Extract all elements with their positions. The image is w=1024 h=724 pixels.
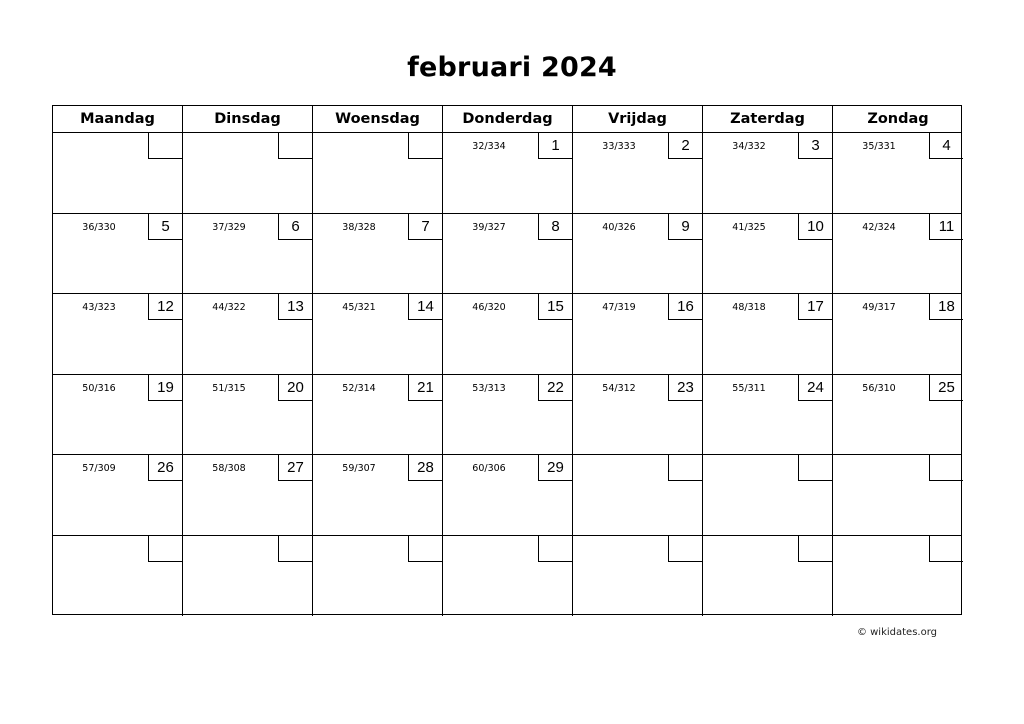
day-cell[interactable] [443,455,573,535]
day-cell[interactable] [443,133,573,213]
day-number-box [929,455,963,481]
weekday-header: Zondag [867,111,929,127]
day-number-box [538,536,572,562]
day-cell[interactable] [443,375,573,455]
day-number-box: 8 [538,214,572,240]
day-number-box: 17 [798,294,832,320]
week-row [53,214,961,295]
day-of-year-label: 55/311 [732,382,766,394]
day-cell[interactable] [833,133,963,213]
day-of-year-label: 57/309 [82,463,116,474]
day-cell[interactable] [573,214,703,294]
weekday-header: Donderdag [443,106,573,132]
day-cell[interactable] [313,294,443,374]
calendar-grid [52,105,962,615]
week-row [53,375,961,456]
day-number-box: 5 [148,214,182,240]
day-of-year-label: 48/318 [732,302,766,313]
day-number-box [278,536,312,562]
day-of-year-label: 52/314 [342,382,376,394]
day-cell[interactable] [703,294,833,374]
weekday-header: Zaterdag [703,106,833,132]
day-of-year-label: 56/310 [862,382,896,394]
day-number-box [408,133,442,159]
day-cell[interactable] [703,214,833,294]
day-cell[interactable] [443,294,573,374]
day-number-box: 26 [148,455,182,481]
day-cell[interactable] [573,455,703,535]
day-number-box: 19 [148,375,182,401]
day-number-box [668,536,702,562]
weekday-header: Woensdag [313,106,443,132]
week-row [53,536,961,617]
day-cell[interactable] [183,455,313,535]
day-number-box: 21 [408,375,442,401]
day-number-box: 28 [408,455,442,481]
day-of-year-label: 39/327 [472,221,506,233]
week-row [53,294,961,375]
day-number-box: 29 [538,455,572,481]
day-number-box: 27 [278,455,312,481]
day-number-box [798,536,832,562]
day-cell[interactable] [703,455,833,535]
week-row [53,133,961,214]
day-of-year-label: 40/326 [602,221,636,233]
day-cell[interactable] [833,536,963,617]
day-number-box: 10 [798,214,832,240]
day-cell[interactable] [833,294,963,374]
day-number-box [798,455,832,481]
day-number-box: 12 [148,294,182,320]
page-title: februari 2024 [407,52,617,83]
day-cell[interactable] [573,375,703,455]
day-of-year-label: 50/316 [82,382,116,394]
day-of-year-label: 49/317 [862,302,896,313]
day-of-year-label: 59/307 [342,463,376,474]
day-cell[interactable] [183,294,313,374]
day-cell[interactable] [443,214,573,294]
day-number-box: 18 [929,294,963,320]
day-of-year-label: 43/323 [82,302,116,313]
day-cell[interactable] [313,133,443,213]
day-of-year-label: 33/333 [602,141,636,152]
day-number-box: 11 [929,214,963,240]
day-number-box [148,133,182,159]
day-number-box: 2 [668,133,702,159]
day-of-year-label: 32/334 [472,141,506,152]
day-cell[interactable] [703,133,833,213]
day-cell[interactable] [573,536,703,617]
day-number-box [148,536,182,562]
week-row [53,455,961,536]
day-cell[interactable] [703,375,833,455]
copyright-credit: © wikidates.org [856,627,937,638]
day-number-box [929,536,963,562]
day-of-year-label: 42/324 [862,221,896,233]
day-number-box: 7 [408,214,442,240]
day-cell[interactable] [313,375,443,455]
day-number-box: 1 [538,133,572,159]
weekday-header: Vrijdag [573,106,703,132]
day-number-box: 6 [278,214,312,240]
weekday-header-row [53,106,961,133]
weekday-header: Maandag [53,106,183,132]
day-of-year-label: 45/321 [342,302,376,313]
day-cell[interactable] [833,455,963,535]
day-cell[interactable] [53,536,183,617]
day-of-year-label: 54/312 [602,382,636,394]
day-of-year-label: 46/320 [472,302,506,313]
day-number-box: 25 [929,375,963,401]
day-cell[interactable] [443,536,573,617]
day-cell[interactable] [53,214,183,294]
day-of-year-label: 44/322 [212,302,246,313]
weekday-header: Dinsdag [183,106,313,132]
day-number-box [278,133,312,159]
day-cell[interactable] [313,536,443,617]
day-of-year-label: 41/325 [732,221,766,233]
day-cell[interactable] [313,214,443,294]
day-cell[interactable] [573,133,703,213]
day-of-year-label: 60/306 [472,463,506,474]
day-cell[interactable] [183,536,313,617]
day-cell[interactable] [53,294,183,374]
day-number-box [408,536,442,562]
day-cell[interactable] [53,133,183,213]
day-of-year-label: 35/331 [862,141,896,152]
day-number-box [668,455,702,481]
day-number-box: 24 [798,375,832,401]
day-number-box: 22 [538,375,572,401]
day-of-year-label: 34/332 [732,141,766,152]
day-cell[interactable] [573,294,703,374]
day-cell[interactable] [53,375,183,455]
day-number-box: 4 [929,133,963,159]
day-of-year-label: 51/315 [212,382,246,394]
day-cell[interactable] [183,375,313,455]
day-number-box: 13 [278,294,312,320]
day-number-box: 20 [278,375,312,401]
day-cell[interactable] [183,214,313,294]
day-number-box: 9 [668,214,702,240]
day-cell[interactable] [313,455,443,535]
day-of-year-label: 58/308 [212,463,246,474]
day-number-box: 15 [538,294,572,320]
day-of-year-label: 36/330 [82,221,116,233]
day-number-box: 14 [408,294,442,320]
day-cell[interactable] [53,455,183,535]
day-cell[interactable] [183,133,313,213]
day-of-year-label: 37/329 [212,221,246,233]
day-number-box: 3 [798,133,832,159]
day-cell[interactable] [833,375,963,455]
day-cell[interactable] [703,536,833,617]
day-of-year-label: 38/328 [342,221,376,233]
day-of-year-label: 47/319 [602,302,636,313]
day-number-box: 23 [668,375,702,401]
day-of-year-label: 53/313 [472,382,506,394]
day-cell[interactable] [833,214,963,294]
day-number-box: 16 [668,294,702,320]
